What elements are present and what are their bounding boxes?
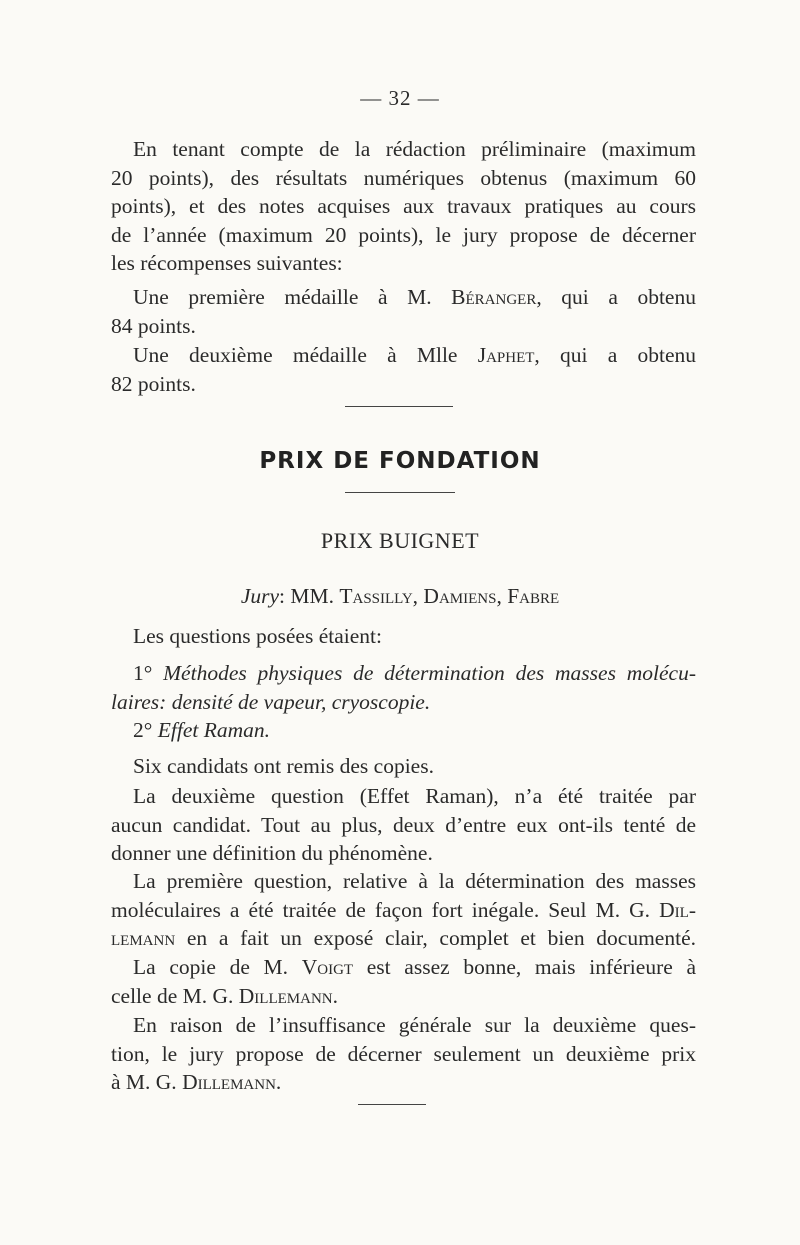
section-title: PRIX DE FONDATION [259,448,541,474]
medal-first-points: 84 points. [111,313,196,338]
paragraph-line: donner une définition du phénomène. [111,841,433,865]
text: moléculaires a été traitée de façon fort inégale. Seul M. G. [111,897,660,922]
question-text: Méthodes physiques de détermination des masses molécu- [163,661,696,685]
text: , [412,584,424,608]
text: . [332,983,338,1008]
intro-paragraph [111,135,696,278]
intro-line: les récompenses suivantes: [111,251,343,275]
person-name: lemann [111,926,176,950]
divider [345,492,455,493]
question-text: Effet Raman. [157,718,270,742]
question-one-line [111,688,696,717]
jury-member: Damiens [423,584,497,608]
question-text: laires: densité de vapeur, cryoscopie. [111,689,431,714]
text: , qui a obtenu [536,285,696,309]
question-one-line [133,659,696,688]
question-number: 2° [133,718,158,742]
intro-line: 20 points), des résultats numériques obtenus (maximum 60 [111,165,696,190]
jury-member: Fabre [507,584,560,608]
medal-second-line [133,341,696,370]
medal-first-line [133,283,696,312]
jury-line [0,584,800,609]
paragraph-line [111,896,696,925]
paragraph-line: La première question, relative à la détermination des masses [133,869,696,893]
question-two [133,716,696,745]
person-name: Dillemann [238,983,333,1008]
jury-member: Tassilly [339,584,413,608]
candidates-line: Six candidats ont remis des copies. [133,754,434,778]
intro-line: En tenant compte de la rédaction préliminaire (maximum [133,137,696,161]
paragraph-voigt [111,953,696,1010]
winner-name: Japhet [477,343,535,367]
text: à M. G. [111,1070,183,1094]
winner-name: Béranger [451,285,537,309]
text: . [275,1070,282,1094]
paragraph-line [111,924,696,953]
text: , qui a obtenu [534,343,696,367]
text: celle de M. G. [111,983,239,1008]
text: La copie de M. [133,955,302,979]
intro-line: points), et des notes acquises aux travaux pratiques au cours [111,194,696,218]
paragraph-final [111,1011,696,1097]
intro-line: de l’année (maximum 20 points), le jury propose de décerner [111,222,696,247]
person-name: Dillemann [182,1070,276,1094]
paragraph-line: La deuxième question (Effet Raman), n’a été traitée par [133,784,696,808]
paragraph-first-question [111,867,696,953]
medal-first [111,283,696,340]
paragraph-line [111,982,696,1011]
divider [358,1104,426,1105]
text: Une première médaille à M. [133,285,452,309]
page-number: — 32 — [360,86,440,110]
text: , [496,584,508,608]
paragraph-line: aucun candidat. Tout au plus, deux d’entre eux ont-ils tenté de [111,812,696,837]
questions-intro: Les questions posées étaient: [133,624,382,648]
person-name: Dil- [659,897,696,922]
medal-second-points: 82 points. [111,371,196,396]
text: est assez bonne, mais inférieure à [353,955,696,979]
paragraph-line [133,953,696,982]
divider [345,406,453,407]
text: : MM. [279,584,340,608]
jury-label: Jury [240,584,280,608]
prize-title: PRIX BUIGNET [320,528,480,553]
text: Une deuxième médaille à Mlle [133,343,478,367]
paragraph-second-question [111,782,696,868]
paragraph-line [111,1068,696,1097]
person-name: Voigt [301,955,354,979]
question-one [111,659,696,716]
question-number: 1° [133,661,164,685]
paragraph-line: En raison de l’insuffisance générale sur la deuxième ques- [133,1013,696,1037]
medal-second [111,341,696,398]
text: en a fait un exposé clair, complet et bien documenté. [175,926,696,950]
paragraph-line: tion, le jury propose de décerner seulement un deuxième prix [111,1041,696,1066]
